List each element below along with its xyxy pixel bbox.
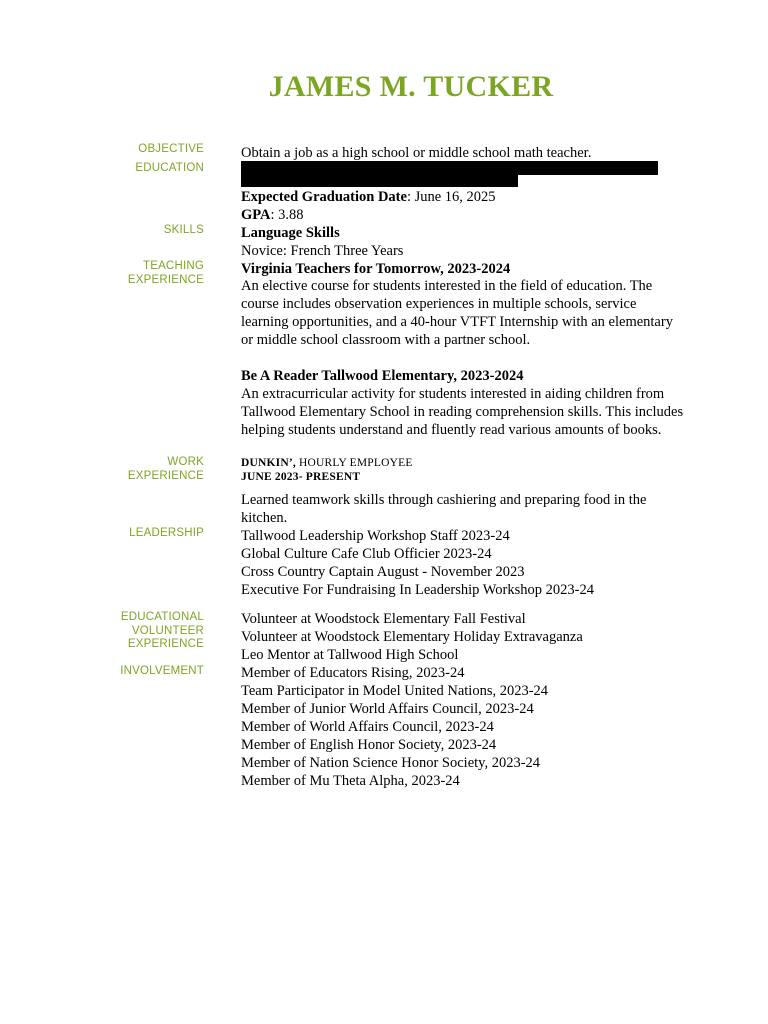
- graduation-date: [241, 188, 701, 206]
- work-role: HOURLY EMPLOYEE: [295, 457, 413, 469]
- list-item: Member of World Affairs Council, 2023-24: [241, 719, 494, 735]
- work-dates: JUNE 2023- PRESENT: [241, 471, 361, 483]
- redaction-bar: [241, 161, 658, 175]
- graduation-label: Expected Graduation Date: [241, 189, 407, 205]
- label-educational-volunteer-experience: [94, 611, 204, 652]
- list-item: Volunteer at Woodstock Elementary Fall Festival: [241, 611, 526, 627]
- objective-text: Obtain a job as a high school or middle school math teacher.: [241, 145, 592, 161]
- gpa-label: GPA: [241, 207, 271, 223]
- gpa: [241, 206, 701, 224]
- label-work-line2: EXPERIENCE: [127, 469, 204, 482]
- list-item: Cross Country Captain August - November 2023: [241, 564, 525, 580]
- list-item: Executive For Fundraising In Leadership Workshop 2023-24: [241, 582, 594, 598]
- label-teaching-line1: TEACHING: [142, 260, 204, 272]
- teaching-description: An elective course for students interested in the field of education. The course includes observation experiences in multiple schools, service learning opportunities, and a 40-hour VTFT Internship with an elementary or middle school classroom with a partner school.: [241, 278, 673, 348]
- skills-item: Novice: French Three Years: [241, 243, 404, 259]
- list-item: Member of Junior World Affairs Council, 2023-24: [241, 701, 534, 717]
- label-edvol-line3: EXPERIENCE: [127, 638, 204, 650]
- resume-name: JAMES M. TUCKER: [268, 70, 554, 103]
- skills-heading: Language Skills: [241, 225, 340, 241]
- label-work-experience: [94, 456, 204, 483]
- label-objective: OBJECTIVE: [138, 143, 204, 155]
- label-teaching-line2: EXPERIENCE: [127, 273, 204, 286]
- teaching-description: An extracurricular activity for students interested in aiding children from Tallwood Elementary School in reading comprehension skills. This includes helping students understand and fluently read various amounts of books.: [241, 386, 684, 438]
- list-item: Global Culture Cafe Club Officier 2023-24: [241, 546, 492, 562]
- label-teaching-experience: [94, 260, 204, 287]
- label-leadership: LEADERSHIP: [129, 527, 204, 539]
- label-skills: SKILLS: [163, 224, 204, 236]
- gpa-value: : 3.88: [270, 207, 304, 223]
- list-item: Team Participator in Model United Nations, 2023-24: [241, 683, 549, 699]
- teaching-title: Be A Reader Tallwood Elementary, 2023-2024: [241, 368, 524, 384]
- list-item: Member of Nation Science Honor Society, 2023-24: [241, 755, 541, 771]
- label-work-line1: WORK: [167, 456, 204, 468]
- teaching-title: Virginia Teachers for Tomorrow, 2023-2024: [241, 261, 511, 277]
- list-item: Member of Educators Rising, 2023-24: [241, 665, 465, 681]
- list-item: Member of Mu Theta Alpha, 2023-24: [241, 773, 460, 789]
- label-education: EDUCATION: [135, 162, 204, 174]
- list-item: Volunteer at Woodstock Elementary Holiday Extravaganza: [241, 629, 583, 645]
- list-item: Tallwood Leadership Workshop Staff 2023-24: [241, 528, 510, 544]
- label-involvement: INVOLVEMENT: [120, 665, 204, 677]
- label-edvol-line2: VOLUNTEER: [131, 624, 204, 637]
- graduation-value: : June 16, 2025: [406, 189, 496, 205]
- work-employer: DUNKIN’,: [241, 457, 296, 469]
- leadership-list: [241, 527, 701, 599]
- list-item: Member of English Honor Society, 2023-24: [241, 737, 497, 753]
- label-edvol-line1: EDUCATIONAL: [120, 611, 204, 623]
- work-description: Learned teamwork skills through cashiering and preparing food in the kitchen.: [241, 492, 647, 526]
- volunteer-list: [241, 610, 701, 664]
- list-item: Leo Mentor at Tallwood High School: [241, 647, 459, 663]
- involvement-list: [241, 664, 701, 790]
- redaction-bar: [241, 174, 518, 187]
- work-employer-line: [241, 455, 701, 471]
